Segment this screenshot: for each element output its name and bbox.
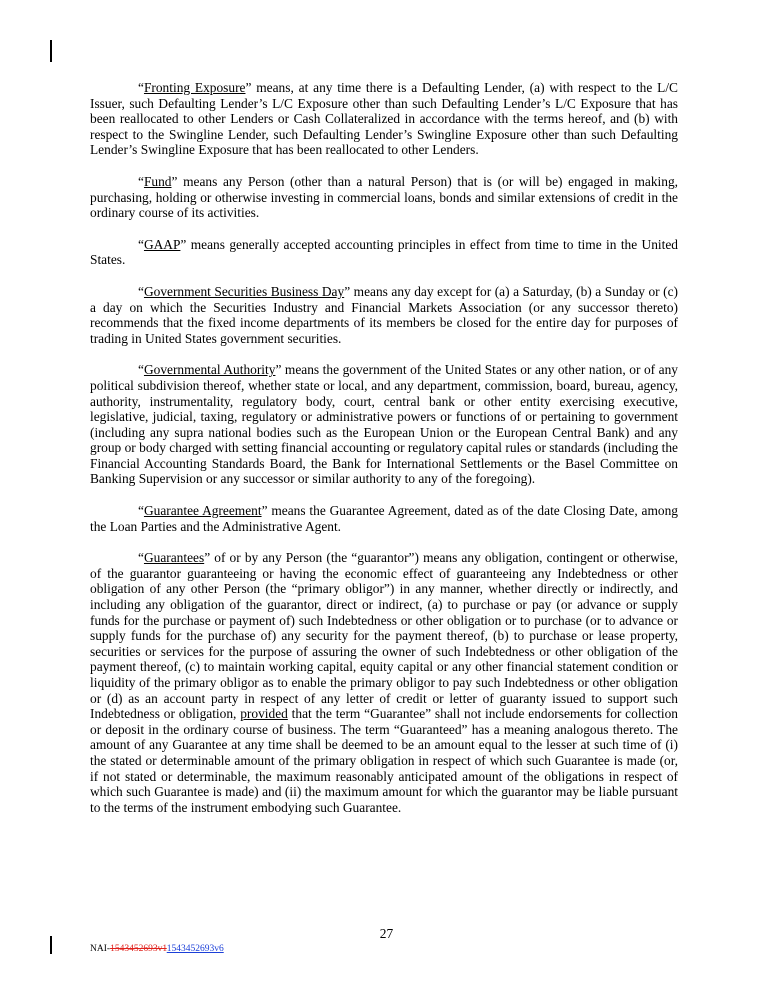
definition-fronting-exposure bbox=[90, 80, 678, 158]
definition-text: ” means the government of the United States or any other nation, or of any political subdivision thereof, whether state or local, and any department, commission, board, bureau, agency, authority, instrumentality, regulatory body, court, central bank or other entity exercising executive, legislative, judicial, taxing, regulatory or administrative powers or functions of or pertaining to government (including any supra national bodies such as the European Union or the European Central Bank) and any group or body charged with setting financial accounting or regulatory capital rules or standards (including the Financial Accounting Standards Board, the Bank for International Settlements or the Basel Committee on Banking Supervision or any successor or similar authority to any of the foregoing). bbox=[90, 362, 678, 487]
definition-government-securities-business-day bbox=[90, 284, 678, 346]
definition-text-continued: that the term “Guarantee” shall not include endorsements for collection or deposit in the ordinary course of business. The term “Guaranteed” has a meaning analogous thereto. The amount of any Guarantee at any time shall be deemed to be an amount equal to the lesser at such time of (i) the stated or determinable amount of the primary obligation in respect of which such Guarantee is made (or, if not stated or determinable, the maximum reasonably anticipated amount of the obligations in respect of which such Guarantee is made) and (ii) the maximum amount for which the guarantor may be liable pursuant to the terms of the instrument embodying such Guarantee. bbox=[90, 706, 678, 815]
definition-text: ” means, at any time there is a Defaulting Lender, (a) with respect to the L/C Issuer, such Defaulting Lender’s L/C Exposure other than such Defaulting Lender’s L/C Exposure that has been reallocated to other Lenders or Cash Collateralized in accordance with the terms hereof, and (b) with respect to the Swingline Lender, such Defaulting Lender’s Swingline Exposure other than such Defaulting Lender’s Swingline Exposure that has been reallocated to other Lenders. bbox=[90, 80, 678, 158]
definition-text: ” means generally accepted accounting principles in effect from time to time in the United States. bbox=[90, 236, 678, 268]
defined-term: Fronting Exposure bbox=[143, 80, 246, 95]
doc-id-deleted: 1543452693v1 bbox=[110, 944, 167, 954]
definition-text: ” of or by any Person (the “guarantor”) means any obligation, contingent or otherwise, of the guarantor guaranteeing or having the economic effect of guaranteeing any Indebtedness or other obligation of any other Person (the “primary obligor”) in any manner, whether directly or indirectly, and including any obligation of the guarantor, direct or indirect, (a) to purchase or pay (or advance or supply funds for the purchase or payment of) such Indebtedness or other obligation or to purchase (or to advance or supply funds for the purchase of) any security for the payment thereof, (b) to purchase or lease property, securities or services for the purpose of assuring the owner of such Indebtedness or other obligation of the payment thereof, (c) to maintain working capital, equity capital or any other financial statement condition or liquidity of the primary obligor as to enable the primary obligor to pay such Indebtedness or other obligation or (d) as an account party in respect of any letter of credit or letter of guaranty issued to support such Indebtedness or obligation, bbox=[90, 550, 678, 722]
definition-guarantee-agreement bbox=[90, 503, 678, 534]
definition-text: ” means any day except for (a) a Saturday, (b) a Sunday or (c) a day on which the Securities Industry and Financial Markets Association (or any successor thereto) recommends that the fixed income departments of its members be closed for the entire day for purposes of trading in United States government securities. bbox=[90, 283, 678, 346]
proviso-term: provided bbox=[240, 706, 288, 722]
page-number: 27 bbox=[379, 926, 394, 941]
definition-gaap bbox=[90, 237, 678, 268]
doc-id-inserted: 1543452693v6 bbox=[166, 944, 224, 954]
definition-fund bbox=[90, 174, 678, 221]
defined-term: Government Securities Business Day bbox=[143, 283, 345, 299]
definition-text: ” means any Person (other than a natural Person) that is (or will be) engaged in making, purchasing, holding or otherwise investing in commercial loans, bonds and similar extensions of credit in the ordinary course of its activities. bbox=[90, 173, 678, 221]
defined-term: Guarantees bbox=[143, 550, 205, 566]
open-quote: “ bbox=[138, 80, 144, 95]
open-quote: “ bbox=[138, 550, 144, 566]
defined-term: Guarantee Agreement bbox=[143, 503, 262, 519]
defined-term: Governmental Authority bbox=[143, 362, 276, 378]
definition-governmental-authority bbox=[90, 362, 678, 487]
open-quote: “ bbox=[138, 236, 144, 252]
open-quote: “ bbox=[138, 283, 144, 299]
document-id bbox=[90, 944, 224, 954]
definition-text: ” means the Guarantee Agreement, dated as of the date Closing Date, among the Loan Parties and the Administrative Agent. bbox=[90, 503, 679, 534]
doc-id-prefix: NAI- bbox=[90, 944, 111, 954]
defined-term: Fund bbox=[143, 173, 172, 189]
open-quote: “ bbox=[138, 362, 144, 378]
open-quote: “ bbox=[138, 503, 144, 519]
change-bar-top bbox=[50, 40, 52, 62]
change-bar-bottom bbox=[50, 936, 52, 954]
defined-term: GAAP bbox=[143, 236, 181, 252]
definition-guarantees bbox=[90, 550, 678, 815]
open-quote: “ bbox=[138, 173, 144, 189]
definitions-body bbox=[90, 80, 678, 815]
